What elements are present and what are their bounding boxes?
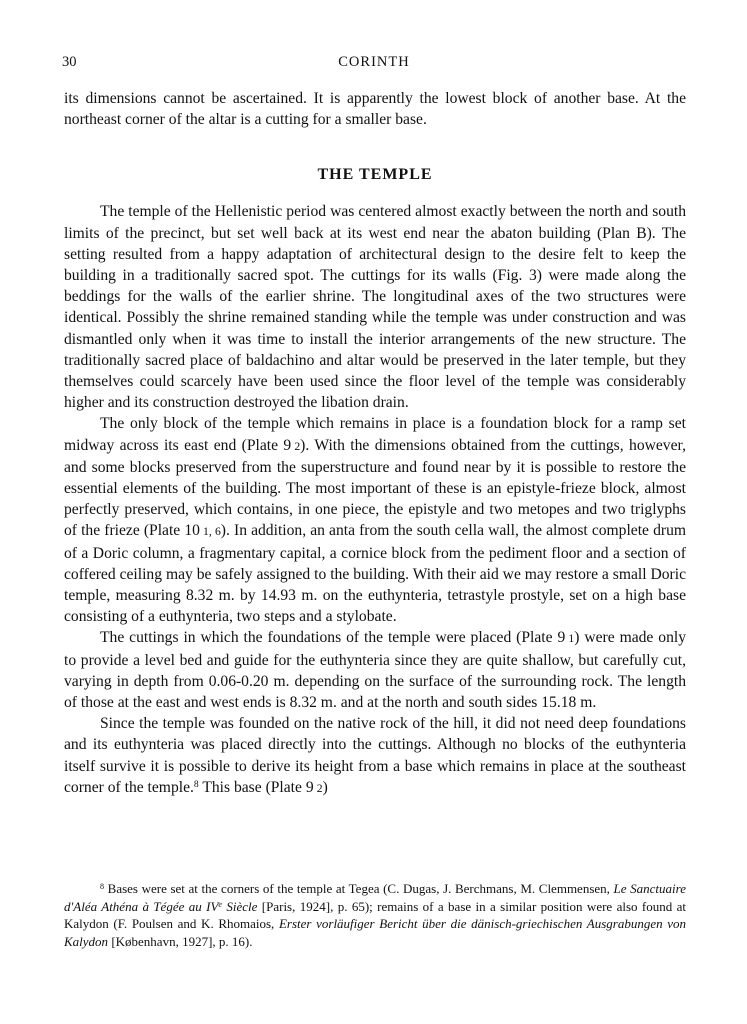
paragraph-2-text-b: ). With the dimensions obtained from the cuttings, however, and some blocks preserved from the superstructure and found near by it is possible to restore the essential elements of the building. The most important of these is an epistyle-frieze block, almost perfectly preserved, which contains, in one piece, the epistyle and two metopes and two triglyphs of the frieze (Plate 10 (64, 436, 686, 540)
paragraph-1: The temple of the Hellenistic period was centered almost exactly between the north and south limits of the precinct, but set well back at its west end near the abaton building (Plan B). The setting resulted from a happy adaptation of architectural design to the desire felt to keep the building in a traditionally sacred spot. The cuttings for its walls (Fig. 3) were made along the beddings for the walls of the earlier shrine. The longitudinal axes of the two structures were identical. Possibly the shrine remained standing while the temple was under construction and was dismantled only when it was time to install the interior arrangements of the new structure. The traditionally sacred place of baldachino and altar would be preserved in the later temple, but they themselves could scarcely have been used since the floor level of the temple was considerably higher and its construction destroyed the libation drain. (64, 203, 686, 412)
paragraph-4-text-a: Since the temple was founded on the native rock of the hill, it did not need deep foundations and its euthynteria was placed directly into the cuttings. Although no blocks of the euthynteria itself survive it is possible to derive its height from a base which remains in place at the southeast corner of the temple. (64, 715, 686, 796)
intro-paragraph: its dimensions cannot be ascertained. It is apparently the lowest block of another base. At the northeast corner of the altar is a cutting for a smaller base. (64, 90, 686, 129)
paragraph-2-text-c: ). In addition, an anta from the south cella wall, the almost complete drum of a Doric column, a fragmentary capital, a cornice block from the pediment floor and a section of coffered ceiling may be safely assigned to the building. With their aid we may restore a small Doric temple, measuring 8.32 m. by 14.93 m. on the euthynteria, tetrastyle prostyle, set on a high base consisting of a euthynteria, two steps and a stylobate. (64, 522, 686, 626)
paragraph-3-text-b: ) were made only to provide a level bed and guide for the euthynteria since they are quite shallow, but carefully cut, varying in depth from 0.06-0.20 m. depending on the surface of the surrounding rock. The length of those at the east and west ends is 8.32 m. and at the north and south sides 15.18 m. (64, 629, 686, 712)
footnote (64, 880, 686, 950)
paragraph-2 (64, 413, 686, 627)
section-heading: THE TEMPLE (317, 166, 433, 184)
plate-ref-sup: 2 (316, 781, 323, 795)
body-text (64, 88, 686, 799)
paragraph-2-text-a: The only block of the temple which remains in place is a foundation block for a ramp set midway across its east end (Plate 9 (64, 415, 686, 454)
page-header (62, 54, 686, 74)
footnote-text-3: [København, 1927], p. 16). (108, 933, 253, 949)
paragraph-4-text-c: ) (322, 778, 328, 796)
paragraph-4 (64, 713, 686, 799)
plate-ref-sup: 1 (568, 632, 575, 646)
footnote-marker: 8 (100, 881, 105, 891)
footnote-reference: 8 (193, 779, 199, 791)
running-head: CORINTH (338, 54, 410, 70)
paragraph-3 (64, 627, 686, 713)
footnote-title-1-sup: e (218, 899, 222, 909)
footnote-text-2: [Paris, 1924], p. 65); remains of a base in a similar position were also found at Kalydon (F. Poulsen and K. Rhomaios, (64, 898, 686, 932)
plate-ref-sup: 1, 6 (203, 525, 221, 539)
footnote-title-1-text-b: Siècle (221, 898, 258, 914)
footnote-text-1: Bases were set at the corners of the temple at Tegea (C. Dugas, J. Berchmans, M. Clemmensen, (104, 881, 614, 896)
plate-ref-sup: 2 (294, 439, 301, 453)
footnote-title-1-text: Le Sanctuaire d'Aléa Athéna à Tégée au IV (64, 881, 686, 914)
page-number: 30 (62, 54, 77, 70)
paragraph-3-text-a: The cuttings in which the foundations of the temple were placed (Plate 9 (100, 629, 566, 647)
footnote-title-2: Erster vorläufiger Bericht über die dänisch-griechischen Ausgrabungen von Kalydon (64, 916, 687, 949)
paragraph-4-text-b: This base (Plate 9 (198, 778, 314, 796)
